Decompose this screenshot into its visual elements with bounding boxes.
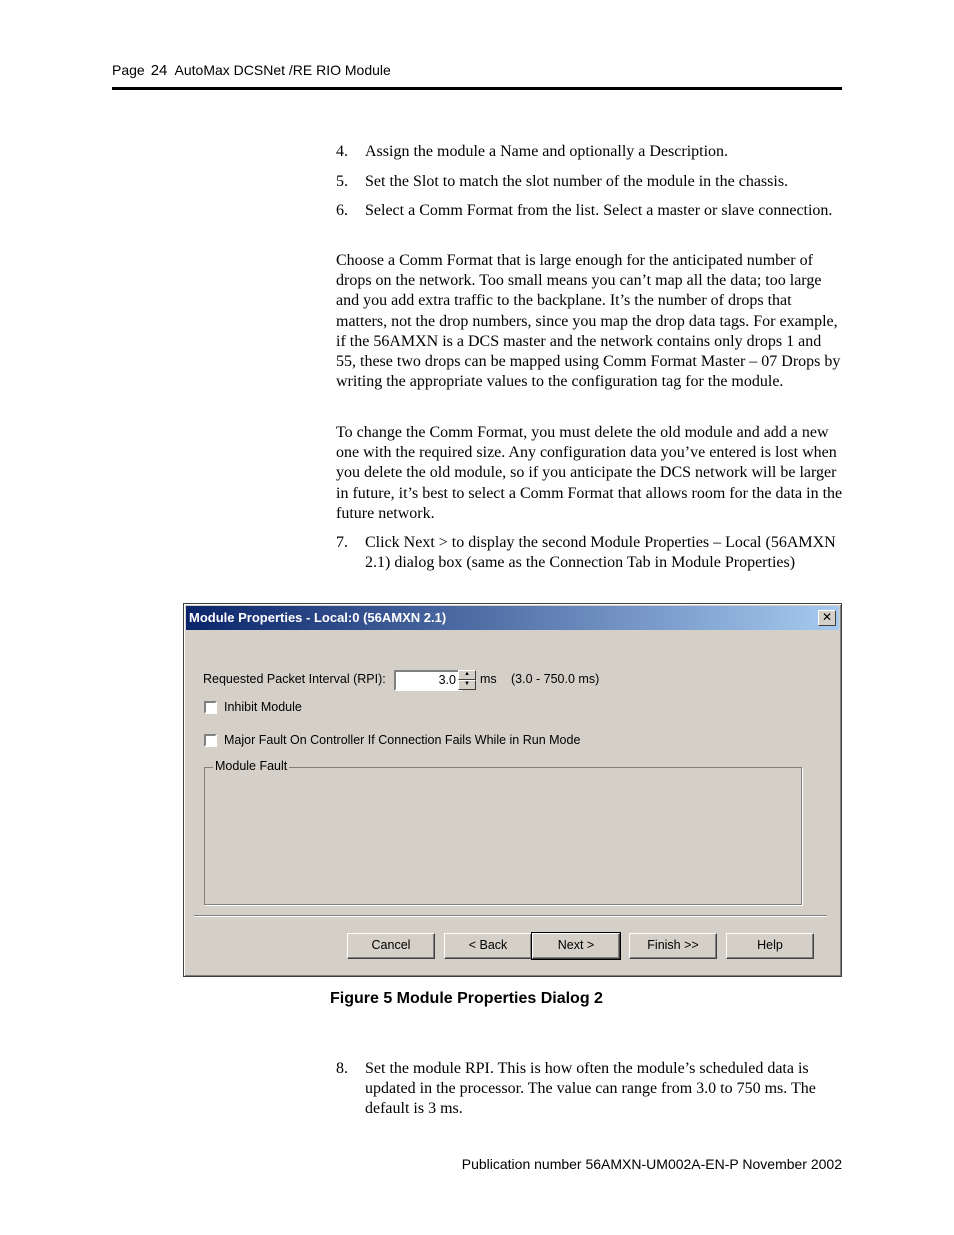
header-rule [112,87,842,90]
major-fault-label[interactable]: Major Fault On Controller If Connection Fails While in Run Mode [224,733,581,747]
document-title: AutoMax DCSNet /RE RIO Module [174,62,391,78]
rpi-label: Requested Packet Interval (RPI): [203,672,386,686]
rpi-unit: ms [480,672,497,686]
triangle-up-icon: ▲ [464,671,470,677]
module-fault-group [204,759,802,905]
inhibit-module-checkbox[interactable] [204,701,217,714]
step-5 [336,172,844,192]
finish-button[interactable]: Finish >> [629,933,717,959]
inhibit-module-label[interactable]: Inhibit Module [224,700,302,714]
step-number: 7. [336,534,348,551]
step-8 [336,1059,844,1120]
spin-down-button[interactable] [458,680,476,690]
dialog-separator [194,915,827,917]
page-footer: Publication number 56AMXN-UM002A-EN-P November 2002 [461,1156,842,1172]
page-number: 24 [150,62,168,79]
step-number: 6. [336,202,348,219]
page-header [112,62,842,79]
step-number: 8. [336,1060,348,1077]
step-6 [336,201,844,221]
page-word: Page [112,62,145,78]
step-number: 5. [336,173,348,190]
step-4 [336,142,844,162]
step-text: Click Next > to display the second Module Properties – Local (56AMXN 2.1) dialog box (same as the Connection Tab in Module Properties) [365,534,836,572]
figure-caption: Figure 5 Module Properties Dialog 2 [330,990,603,1007]
close-button[interactable] [818,610,836,626]
dialog-titlebar[interactable] [186,606,839,630]
step-text: Assign the module a Name and optionally a Description. [365,143,729,160]
paragraph-comm-format-size: Choose a Comm Format that is large enough for the anticipated number of drops on the network. Too small means you can’t map all the data; too large and you add extra traffic to the backplane. It’s the number of drops that matters, not the drop numbers, since you map the drop data tags. For example, if the 56AMXN is a DCS master and the network contains only drops 1 and 55, these two drops can be mapped using Comm Format Master – 07 Drops by writing the appropriate values to the configuration tag for the module. [336,252,841,391]
rpi-input[interactable]: 3.0 [394,670,462,691]
step-text: Select a Comm Format from the list. Select a master or slave connection. [365,202,833,219]
spin-up-button[interactable] [458,670,476,680]
dialog-title: Module Properties - Local:0 (56AMXN 2.1) [189,610,447,625]
step-text: Set the Slot to match the slot number of the module in the chassis. [365,173,789,190]
major-fault-checkbox[interactable] [204,734,217,747]
paragraph-change-comm-format: To change the Comm Format, you must delete the old module and add a new one with the required size. Any configuration data you’ve entered is lost when you delete the old module, so if you anticipate the DCS network will be larger in future, it’s best to select a Comm Format that allows room for the data in the future network. [336,424,843,522]
triangle-down-icon: ▼ [464,681,470,687]
rpi-range: (3.0 - 750.0 ms) [511,672,600,686]
help-button[interactable]: Help [726,933,814,959]
next-button[interactable]: Next > [532,933,620,959]
back-button[interactable]: < Back [444,933,532,959]
step-number: 4. [336,143,348,160]
close-icon: ✕ [821,610,833,624]
cancel-button[interactable]: Cancel [347,933,435,959]
rpi-spinner[interactable] [458,670,476,691]
module-properties-dialog [183,603,842,977]
step-text: Set the module RPI. This is how often the module’s scheduled data is updated in the processor. The value can range from 3.0 to 750 ms. The default is 3 ms. [365,1060,816,1118]
step-7 [336,533,844,573]
module-fault-legend: Module Fault [215,759,288,773]
